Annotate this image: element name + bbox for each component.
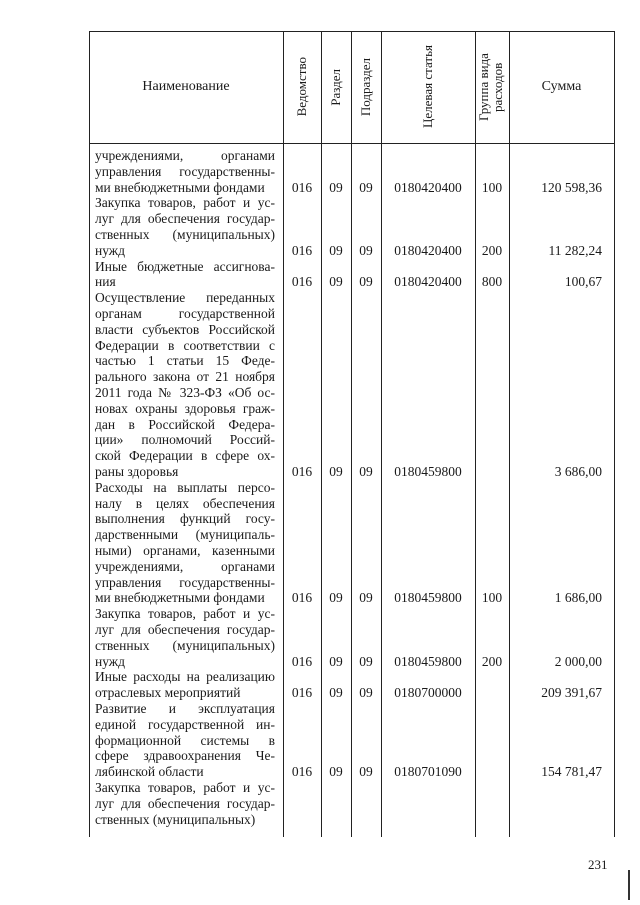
row-name-line: ния (95, 274, 116, 290)
header-gruppa-cell (475, 31, 509, 143)
header-gruppa-vida-rashodov: Группа вида расходов (476, 53, 505, 121)
row-name (95, 259, 275, 291)
row-name-line: ми внебюджетными фондами (95, 179, 265, 195)
row-name-line: формационной системы в (95, 732, 275, 748)
col-border-ved (321, 31, 322, 837)
page-number: 231 (588, 857, 608, 872)
row-name-line: Закупка товаров, работ и ус- (95, 195, 275, 211)
cell-celevaya-statya: 0180420400 (394, 274, 462, 290)
cell-podrazdel: 09 (359, 274, 373, 290)
cell-podrazdel: 09 (359, 764, 373, 780)
row-name-line: лябинской области (95, 764, 204, 780)
header-celevaya-cell (381, 31, 475, 143)
row-name-line: Федерации в соответствии с (95, 337, 275, 353)
row-name-line: частью 1 статьи 15 Феде- (95, 353, 275, 369)
header-bottom-border (89, 143, 615, 144)
row-name-line: рального закона от 21 ноября (95, 369, 275, 385)
row-name-line: управления государственны- (95, 163, 275, 179)
row-name-line: раны здоровья (95, 463, 179, 479)
row-name (95, 669, 275, 701)
row-name-line: Иные расходы на реализацию (95, 669, 275, 685)
cell-celevaya-statya: 0180459800 (394, 653, 462, 669)
row-name-line: ственных (муниципальных) (95, 811, 256, 827)
cell-summa: 120 598,36 (541, 179, 602, 195)
cell-razdel: 09 (329, 179, 343, 195)
header-podrazdel: Подраздел (358, 57, 373, 117)
col-border-raz (351, 31, 352, 837)
cell-vedomstvo: 016 (291, 653, 313, 669)
header-razdel: Раздел (328, 68, 343, 106)
col-border-left (89, 31, 90, 837)
col-border-right (614, 31, 615, 837)
row-name (95, 606, 275, 669)
row-name (95, 195, 275, 258)
cell-summa: 11 282,24 (548, 242, 602, 258)
header-podrazdel-cell (351, 31, 381, 143)
cell-summa: 154 781,47 (541, 764, 602, 780)
cell-vedomstvo: 016 (291, 590, 313, 606)
header-vedomstvo: Ведомство (294, 57, 309, 117)
cell-vedomstvo: 016 (291, 274, 313, 290)
row-name (95, 780, 275, 827)
row-name (95, 480, 275, 606)
row-name-line: нужд (95, 242, 125, 258)
row-name-line: отраслевых мероприятий (95, 685, 241, 701)
cell-summa: 100,67 (564, 274, 602, 290)
cell-summa: 1 686,00 (554, 590, 602, 606)
cell-celevaya-statya: 0180700000 (394, 685, 462, 701)
col-border-pod (381, 31, 382, 837)
row-name-line: луг для обеспечения государ- (95, 795, 275, 811)
cell-razdel: 09 (329, 464, 343, 479)
cell-razdel: 09 (329, 242, 343, 258)
cell-celevaya-statya: 0180459800 (394, 590, 462, 606)
row-name-line: 2011 года № 323-ФЗ «Об ос- (95, 384, 275, 400)
cell-gruppa: 800 (481, 274, 503, 290)
cell-podrazdel: 09 (359, 179, 373, 195)
cell-celevaya-statya: 0180459800 (394, 464, 462, 479)
cell-vedomstvo: 016 (291, 685, 313, 701)
cell-celevaya-statya: 0180420400 (394, 179, 462, 195)
row-name-line: Расходы на выплаты персо- (95, 479, 275, 495)
header-summa: Сумма (541, 79, 582, 94)
row-name-line: Закупка товаров, работ и ус- (95, 780, 275, 795)
cell-summa: 209 391,67 (541, 685, 602, 701)
row-name-line: власти субъектов Российской (95, 321, 275, 337)
cell-vedomstvo: 016 (291, 464, 313, 479)
row-name-line: луг для обеспечения государ- (95, 621, 275, 637)
cell-gruppa: 200 (481, 653, 503, 669)
cell-vedomstvo: 016 (291, 242, 313, 258)
row-name-line: налу в целях обеспечения (95, 495, 275, 511)
row-name-line: Осуществление переданных (95, 290, 275, 306)
header-celevaya-statya: Целевая статья (420, 45, 435, 129)
row-name-line: учреждениями, органами (95, 558, 275, 574)
row-name-line: Иные бюджетные ассигнова- (95, 258, 275, 274)
header-razdel-cell (321, 31, 351, 143)
cell-podrazdel: 09 (359, 653, 373, 669)
cell-summa: 3 686,00 (554, 464, 602, 479)
col-border-name (283, 31, 284, 837)
cell-summa: 2 000,00 (554, 653, 602, 669)
row-name-line: ской Федерации в сфере ох- (95, 448, 275, 464)
cell-razdel: 09 (329, 764, 343, 780)
cell-gruppa: 100 (481, 179, 503, 195)
row-name-line: новах охраны здоровья граж- (95, 400, 275, 416)
cell-podrazdel: 09 (359, 242, 373, 258)
header-name: Наименование (142, 79, 230, 94)
cell-vedomstvo: 016 (291, 764, 313, 780)
row-name-line: выполнения функций госу- (95, 511, 275, 527)
row-name-line: Закупка товаров, работ и ус- (95, 606, 275, 622)
row-name-line: дарственными (муниципаль- (95, 527, 275, 543)
row-name-line: единой государственной ин- (95, 716, 275, 732)
header-vedomstvo-cell (283, 31, 321, 143)
cell-gruppa: 100 (481, 590, 503, 606)
col-border-grp (509, 31, 510, 837)
row-name-line: ми внебюджетными фондами (95, 590, 265, 606)
cell-razdel: 09 (329, 274, 343, 290)
row-name-line: луг для обеспечения государ- (95, 211, 275, 227)
cell-razdel: 09 (329, 653, 343, 669)
cell-podrazdel: 09 (359, 464, 373, 479)
cell-podrazdel: 09 (359, 590, 373, 606)
cell-celevaya-statya: 0180420400 (394, 242, 462, 258)
row-name-line: учреждениями, органами (95, 148, 275, 163)
cell-razdel: 09 (329, 590, 343, 606)
row-name-line: ственных (муниципальных) (95, 226, 275, 242)
cell-vedomstvo: 016 (291, 179, 313, 195)
row-name-line: Развитие и эксплуатация (95, 701, 275, 716)
cell-razdel: 09 (329, 685, 343, 701)
row-name-line: ственных (муниципальных) (95, 637, 275, 653)
row-name (95, 290, 275, 480)
row-name-line: сфере здравоохранения Че- (95, 748, 275, 764)
row-name-line: нужд (95, 653, 125, 669)
row-name (95, 701, 275, 780)
row-name-line: ными) органами, казенными (95, 542, 275, 558)
scan-edge-mark (628, 870, 630, 900)
cell-gruppa: 200 (481, 242, 503, 258)
row-name-line: управления государственны- (95, 574, 275, 590)
row-name-line: органам государственной (95, 305, 275, 321)
row-name-line: ции» полномочий Россий- (95, 432, 275, 448)
row-name (95, 148, 275, 195)
col-border-cel (475, 31, 476, 837)
row-name-line: дан в Российской Федера- (95, 416, 275, 432)
cell-celevaya-statya: 0180701090 (394, 764, 462, 780)
cell-podrazdel: 09 (359, 685, 373, 701)
budget-table (89, 31, 615, 837)
